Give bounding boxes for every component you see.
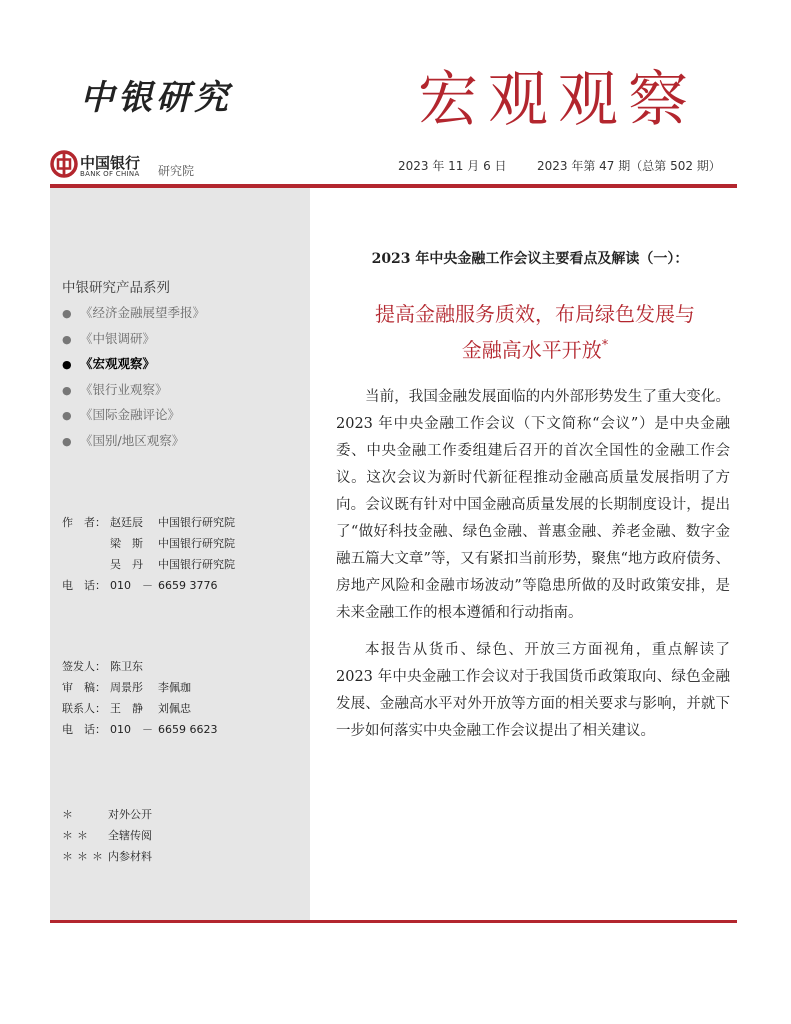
report-series-title: 宏观观察 <box>418 65 698 135</box>
approvals-block <box>62 656 218 740</box>
contact-phone-row: 电 话： 010 － 6659 6623 <box>62 723 218 736</box>
bottom-divider <box>50 920 737 923</box>
approval-row: 签发人： 陈卫东 <box>62 660 143 673</box>
author-row: 吴 丹 中国银行研究院 <box>110 558 235 571</box>
series-item-active: ● 《宏观观察》 <box>62 355 205 381</box>
author-row: 梁 斯 中国银行研究院 <box>110 537 235 550</box>
body-paragraph: 当前，我国金融发展面临的内外部形势发生了重大变化。2023 年中央金融工作会议（下文简称“会议”）是中央金融委、中央金融工作委组建后召开的首次全国性的金融工作会议。这次会议为新时代新征程推动金融高质量发展指明了方向。会议既有针对中国金融高质量发展的长期制度设计，提出了“做好科技金融、绿色金融、普惠金融、养老金融、数字金融五篇大文章”等，又有紧扣当前形势，聚焦“地方政府债务、房地产风险和金融市场波动”等隐患所做的及时政策安排，是未来金融工作的根本遵循和行动指南。 <box>336 389 730 621</box>
approval-row: 联系人： 王 静 刘佩忠 <box>62 702 191 715</box>
title-footnote-mark: * <box>601 338 609 353</box>
author-phone-row: 电 话： 010 － 6659 3776 <box>62 579 218 592</box>
report-date: 2023 年 11 月 6 日 <box>398 159 507 173</box>
bullet-icon: ● <box>62 358 72 371</box>
series-item: ● 《国际金融评论》 <box>62 406 205 432</box>
series-item: ● 《经济金融展望季报》 <box>62 304 205 330</box>
brand-calligraphy: 中银研究 <box>80 78 232 118</box>
series-item: ● 《中银调研》 <box>62 330 205 356</box>
report-issue: 2023 年第 47 期（总第 502 期） <box>537 159 721 173</box>
classification-row: ＊ 对外公开 <box>62 808 152 821</box>
classification-row: ＊＊＊内参材料 <box>62 850 152 863</box>
article-subtitle: 2023 年中央金融工作会议主要看点及解读（一）： <box>371 251 689 267</box>
title-line-1: 提高金融服务质效，布局绿色发展与 <box>375 302 695 326</box>
approval-row: 审 稿： 周景彤 李佩珈 <box>62 681 191 694</box>
body-paragraph: 本报告从货币、绿色、开放三方面视角，重点解读了 2023 年中央金融工作会议对于我国货币政策取向、绿色金融发展、金融高水平对外开放等方面的相关要求与影响，并就下一步如何落实中央金融工作会议提出了相关建议。 <box>336 642 730 739</box>
bullet-icon: ● <box>62 332 72 346</box>
series-title: 中银研究产品系列 <box>62 280 170 296</box>
logo-en-text: BANK OF CHINA <box>80 170 140 178</box>
author-row: 作 者： 赵廷辰 中国银行研究院 <box>62 516 235 529</box>
article-title <box>330 296 740 368</box>
series-item: ● 《国别/地区观察》 <box>62 432 205 458</box>
bullet-icon: ● <box>62 307 72 320</box>
bullet-icon: ● <box>62 409 72 422</box>
classification-row: ＊＊ 全辖传阅 <box>62 829 152 842</box>
article-body <box>336 384 730 755</box>
series-list <box>62 304 205 457</box>
series-item: ● 《银行业观察》 <box>62 381 205 407</box>
authors-block <box>62 512 235 596</box>
bullet-icon: ● <box>62 434 72 448</box>
title-line-2: 金融高水平开放* <box>461 338 609 362</box>
logo-cn-text: 中国银行 <box>80 154 141 172</box>
classification-legend <box>62 804 152 867</box>
bullet-icon: ● <box>62 383 72 397</box>
institute-label: 研究院 <box>158 164 195 178</box>
bank-of-china-logo-icon <box>50 150 78 178</box>
